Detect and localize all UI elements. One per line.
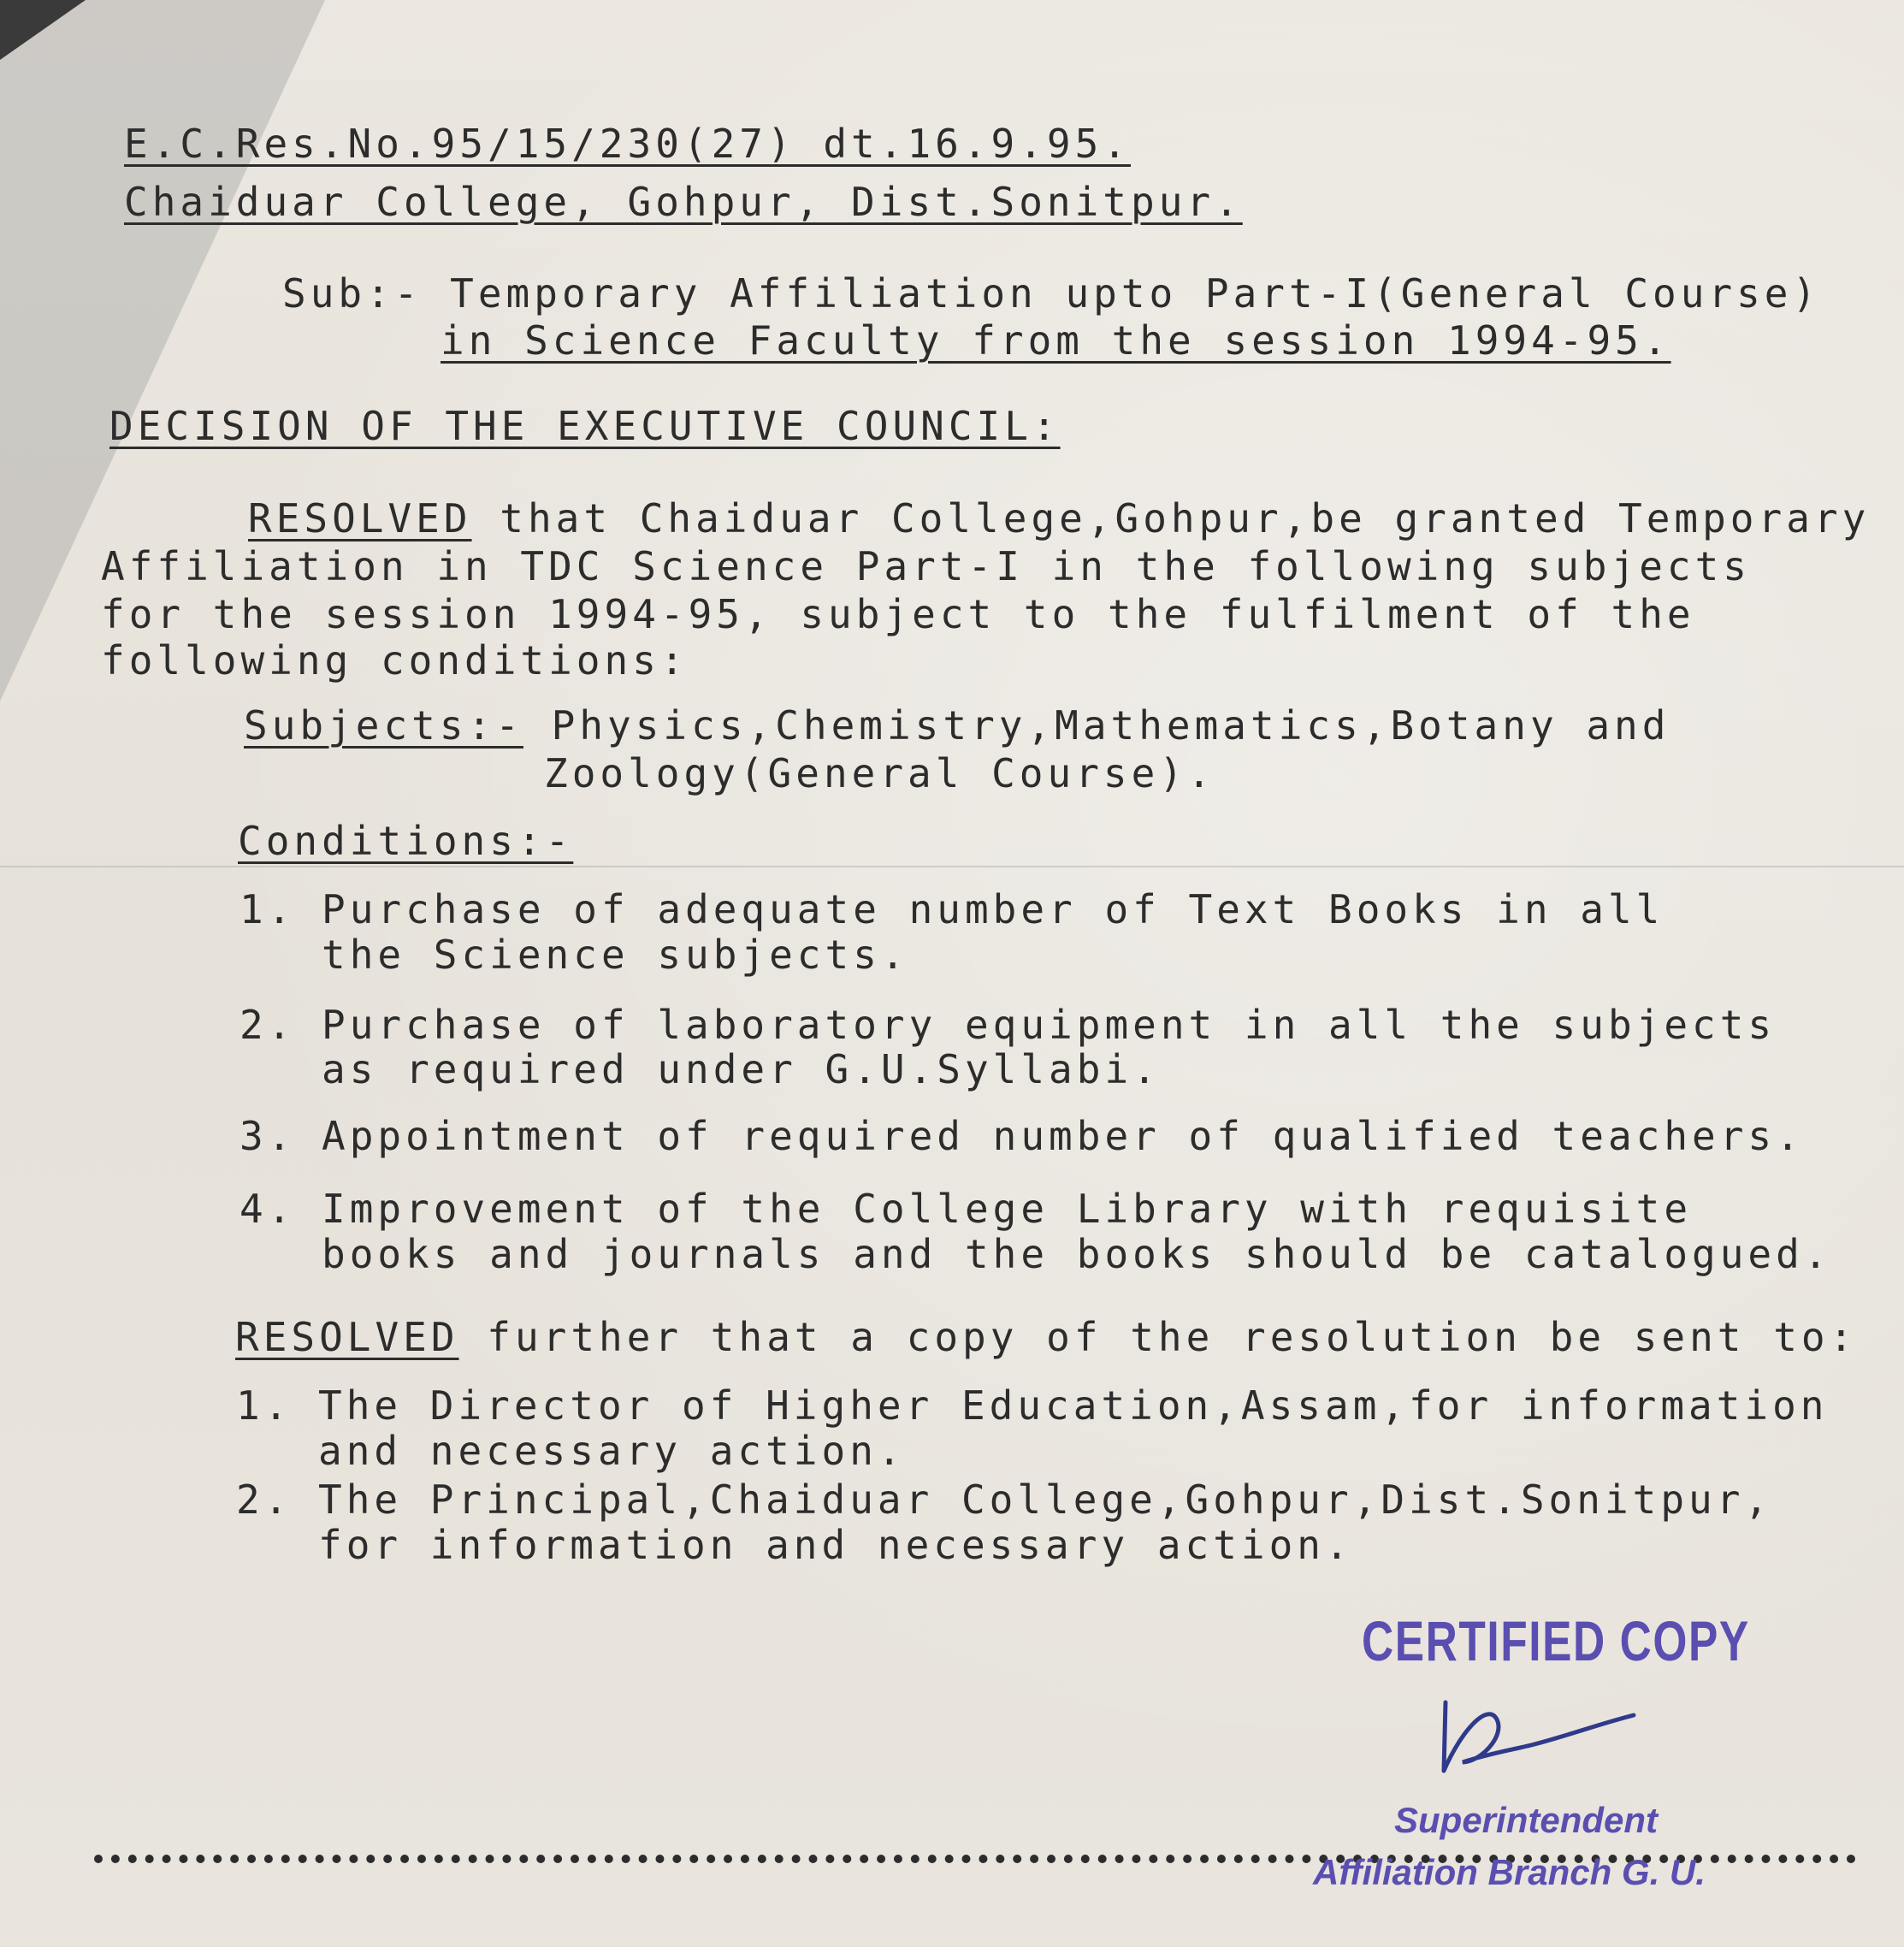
further-resolution-text: further that a copy of the resolution be sent to: [458,1314,1858,1360]
resolution-line-3: for the session 1994-95, subject to the fulfilment of the [101,591,1695,637]
recipient-2-line-1: The Principal,Chaiduar College,Gohpur,Dist.Sonitpur, [318,1477,1773,1523]
resolution-line-2: Affiliation in TDC Science Part-I in the following subjects [101,543,1751,589]
paper-crease [0,866,1904,867]
subjects-line-1 [244,701,1670,749]
recipient-2-number: 2. [236,1477,293,1523]
resolution-line-4: following conditions: [101,637,689,684]
subject-line-2: in Science Faculty from the session 1994-95. [441,317,1671,364]
folded-corner [0,0,86,60]
condition-1-line-2: the Science subjects. [322,932,909,978]
resolution-line-1-text: that Chaiduar College,Gohpur,be granted Temporary [471,495,1871,541]
further-resolved-keyword: RESOLVED [235,1314,459,1360]
condition-1-number: 1. [239,886,296,932]
recipient-1-line-1: The Director of Higher Education,Assam,for information [318,1382,1829,1429]
resolved-keyword: RESOLVED [248,495,472,541]
subjects-list-1: Physics,Chemistry,Mathematics,Botany and [523,702,1670,749]
resolution-line-1 [248,494,1870,542]
condition-2-line-1: Purchase of laboratory equipment in all the subjects [322,1002,1777,1048]
condition-4-line-2: books and journals and the books should be catalogued. [322,1231,1832,1277]
subject-line-1: Sub:- Temporary Affiliation upto Part-I(General Course) [282,270,1821,317]
condition-1-line-1: Purchase of adequate number of Text Books in all [322,886,1665,932]
subjects-line-2: Zoology(General Course). [544,750,1215,796]
decision-heading: DECISION OF THE EXECUTIVE COUNCIL: [109,403,1061,449]
condition-4-number: 4. [239,1186,296,1232]
further-resolution-line [235,1313,1857,1361]
conditions-heading: Conditions:- [238,818,574,864]
recipient-1-line-2: and necessary action. [318,1428,906,1474]
resolution-reference: E.C.Res.No.95/15/230(27) dt.16.9.95. [124,121,1131,167]
recipient-1-number: 1. [236,1382,293,1429]
certified-copy-stamp: CERTIFIED COPY [1362,1609,1750,1672]
condition-4-line-1: Improvement of the College Library with requisite [322,1186,1693,1232]
condition-2-line-2: as required under G.U.Syllabi. [322,1046,1161,1092]
subjects-label: Subjects:- [244,702,523,749]
condition-2-number: 2. [239,1002,296,1048]
recipient-2-line-2: for information and necessary action. [318,1522,1353,1568]
signature [1428,1677,1651,1788]
college-line: Chaiduar College, Gohpur, Dist.Sonitpur. [124,179,1243,225]
affiliation-branch-stamp: Affiliation Branch G. U. [1313,1852,1706,1892]
condition-3-line-1: Appointment of required number of qualified teachers. [322,1113,1804,1159]
superintendent-stamp: Superintendent [1394,1800,1659,1840]
condition-3-number: 3. [239,1113,296,1159]
